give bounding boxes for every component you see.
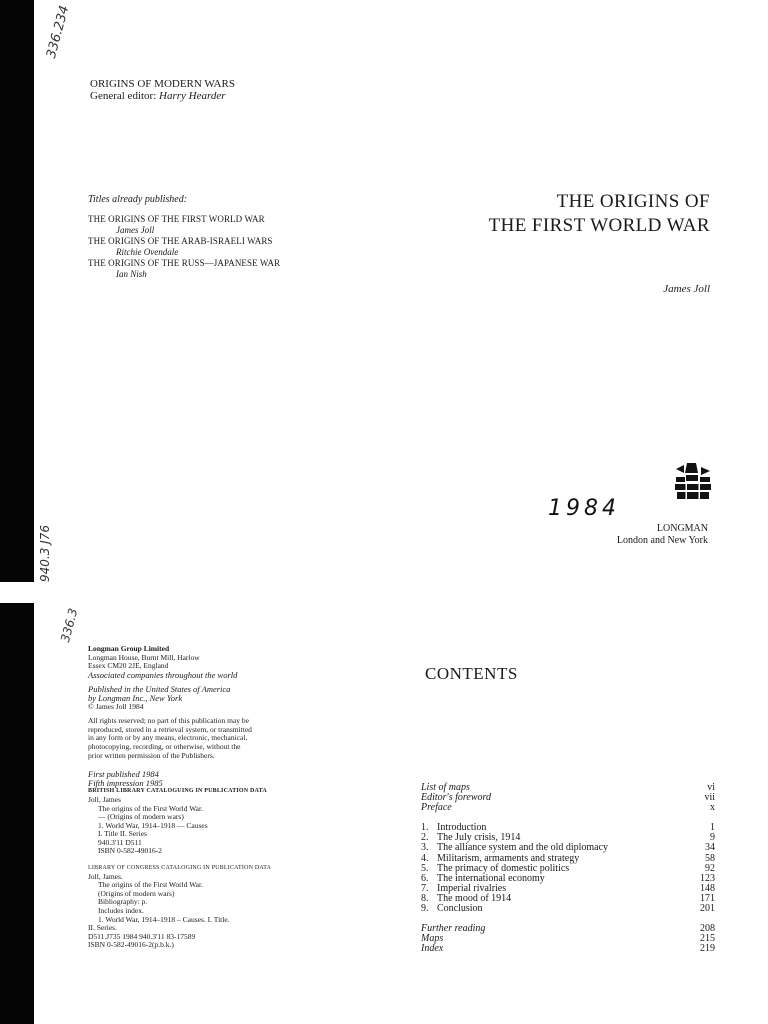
editor-prefix: General editor: xyxy=(90,90,157,102)
contents-entry xyxy=(421,944,715,954)
entry-page: 34 xyxy=(705,842,715,854)
chapter-number: 2. xyxy=(421,832,429,844)
binding-shadow-top xyxy=(0,0,34,582)
imprint-line: Longman House, Burnt Mill, Harlow xyxy=(88,652,200,662)
contents-list xyxy=(421,783,715,954)
chapter-number: 5. xyxy=(421,862,429,874)
entry-label: Further reading xyxy=(421,923,486,935)
published-author: James Joll xyxy=(116,225,155,235)
imprint-line: 940.3'11 D511 xyxy=(98,837,142,847)
entry-page: 123 xyxy=(700,872,715,884)
imprint-line: Bibliography: p. xyxy=(98,897,148,907)
series-name: ORIGINS OF MODERN WARS xyxy=(90,78,235,90)
entry-label: The alliance system and the old diplomacy xyxy=(437,842,609,854)
contents-entry xyxy=(421,803,715,813)
chapter-number: 7. xyxy=(421,882,429,894)
entry-label: Imperial rivalries xyxy=(437,882,507,894)
contents-entry xyxy=(421,924,715,934)
editor-name: Harry Hearder xyxy=(159,90,226,102)
binding-shadow-bottom xyxy=(0,603,34,1024)
imprint-block xyxy=(88,645,318,950)
publisher-name: LONGMAN xyxy=(656,523,708,534)
chapter-number: 9. xyxy=(421,903,429,915)
publisher-block xyxy=(617,523,708,547)
imprint-line: Published in the United States of America xyxy=(88,684,231,695)
entry-label: Introduction xyxy=(437,822,487,834)
entry-page: 1 xyxy=(710,822,715,834)
entry-label: Editor's foreword xyxy=(421,792,492,804)
entry-page: 58 xyxy=(705,852,715,864)
imprint-line: D511.J735 1984 940.3'11 83-17589 xyxy=(88,931,196,941)
entry-page: 215 xyxy=(700,933,715,945)
imprint-line: © James Joll 1984 xyxy=(88,701,144,711)
imprint-line: by Longman Inc., New York xyxy=(88,692,183,703)
book-title xyxy=(489,190,710,238)
published-title: THE ORIGINS OF THE ARAB-ISRAELI WARS xyxy=(88,236,273,246)
imprint-line: Includes index. xyxy=(98,906,144,916)
imprint-line: First published 1984 xyxy=(88,769,159,780)
entry-label: The international economy xyxy=(437,872,545,884)
imprint-line: The origins of the First World War. xyxy=(98,880,203,890)
imprint-line: All rights reserved; no part of this publication may be xyxy=(88,716,250,726)
entry-page: 201 xyxy=(700,903,715,915)
imprint-line: ISBN 0-582-49016-2 xyxy=(98,846,162,856)
published-title: THE ORIGINS OF THE RUSS—JAPANESE WAR xyxy=(88,258,281,268)
imprint-line: The origins of the First World War. xyxy=(98,803,203,813)
book-title-line-2: THE FIRST WORLD WAR xyxy=(488,215,710,236)
imprint-line: ISBN 0-582-49016-2(p.b.k.) xyxy=(88,940,174,950)
titles-published-list xyxy=(88,194,280,280)
book-author: James Joll xyxy=(663,283,710,295)
chapter-number: 4. xyxy=(421,852,429,864)
contents-heading: CONTENTS xyxy=(425,664,518,683)
entry-label: Conclusion xyxy=(437,903,483,915)
entry-page: vii xyxy=(704,792,715,804)
imprint-line: Associated companies throughout the world xyxy=(88,669,238,680)
entry-page: 208 xyxy=(700,923,715,935)
published-author: Ian Nish xyxy=(116,269,147,279)
imprint-line: reproduced, stored in a retrieval system, or transmitted xyxy=(88,724,252,734)
longman-ship-logo xyxy=(674,463,712,503)
imprint-line: photocopying, recording, or otherwise, without the xyxy=(88,741,241,751)
imprint-line: Fifth impression 1985 xyxy=(88,777,163,788)
chapter-number: 6. xyxy=(421,872,429,884)
imprint-line: II. Series. xyxy=(88,923,117,933)
entry-page: 9 xyxy=(710,832,715,844)
series-editor xyxy=(90,90,235,102)
imprint-line: Essex CM20 2JE, England xyxy=(88,661,169,671)
contents-entry xyxy=(421,934,715,944)
imprint-line: 1. World War, 1914–1918 — Causes xyxy=(98,820,208,830)
entry-page: 219 xyxy=(700,943,715,955)
imprint-line: 1. World War, 1914–1918 – Causes. I. Title. xyxy=(98,914,230,924)
series-header xyxy=(90,78,235,102)
publisher-place: London and New York xyxy=(616,535,708,546)
imprint-line: I. Title II. Series xyxy=(98,829,147,839)
book-title-line-1: THE ORIGINS OF xyxy=(556,191,710,212)
chapter-number: 1. xyxy=(421,822,429,834)
contents-entry xyxy=(421,904,715,914)
published-title: THE ORIGINS OF THE FIRST WORLD WAR xyxy=(88,214,265,224)
contents-entry xyxy=(421,793,715,803)
entry-label: The primacy of domestic politics xyxy=(437,862,570,874)
entry-page: 148 xyxy=(700,882,715,894)
entry-label: Preface xyxy=(421,802,452,814)
imprint-line: LIBRARY OF CONGRESS CATALOGING IN PUBLICATION DATA xyxy=(88,865,272,872)
imprint-line: in any form or by any means, electronic, mechanical, xyxy=(88,733,248,743)
chapter-number: 8. xyxy=(421,892,429,904)
imprint-line: prior written permission of the Publishers. xyxy=(88,750,215,760)
imprint-line: Joll, James xyxy=(88,794,121,804)
handwritten-call-number-lower: 336.3 xyxy=(58,606,81,644)
handwritten-year: 1984 xyxy=(548,496,620,521)
entry-page: 171 xyxy=(700,892,715,904)
imprint-line: Longman Group Limited xyxy=(88,644,170,653)
imprint-line: BRITISH LIBRARY CATALOGUING IN PUBLICATION DATA xyxy=(88,788,267,795)
entry-page: 92 xyxy=(705,862,715,874)
entry-label: Maps xyxy=(421,933,444,945)
handwritten-call-number-middle: 940.3 J76 xyxy=(38,525,52,582)
entry-page: x xyxy=(710,802,715,814)
entry-label: The mood of 1914 xyxy=(437,892,512,904)
imprint-line: — (Origins of modern wars) xyxy=(98,812,184,822)
handwritten-call-number-top: 336.234 xyxy=(44,4,73,60)
published-author: Ritchie Ovendale xyxy=(116,247,179,257)
chapter-number: 3. xyxy=(421,842,429,854)
entry-label: List of maps xyxy=(421,782,470,793)
entry-label: Index xyxy=(421,943,444,955)
entry-label: Militarism, armaments and strategy xyxy=(437,852,580,864)
imprint-line: (Origins of modern wars) xyxy=(98,888,175,898)
entry-page: vi xyxy=(707,782,715,793)
titles-published-label: Titles already published: xyxy=(88,194,188,205)
entry-label: The July crisis, 1914 xyxy=(437,832,521,844)
imprint-line: Joll, James. xyxy=(88,871,123,881)
